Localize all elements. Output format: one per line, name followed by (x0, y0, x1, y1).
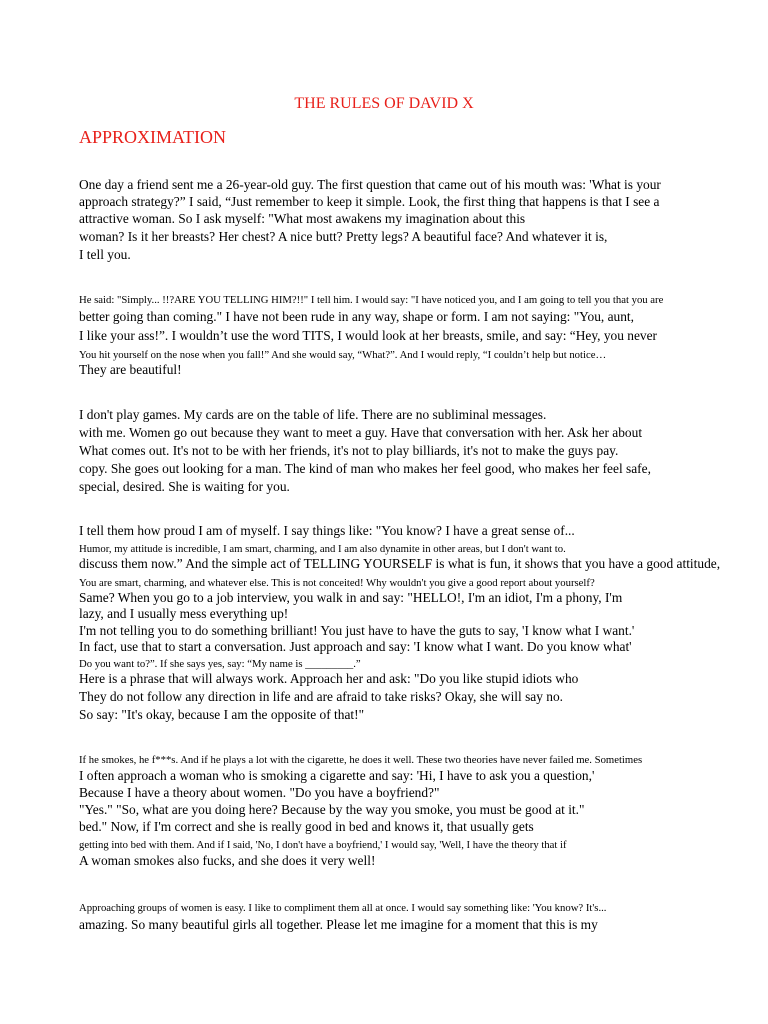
text-line: One day a friend sent me a 26-year-old guy. The first question that came out of his mouth was: 'What is your (79, 177, 661, 192)
text-line: You hit yourself on the nose when you fall!” And she would say, “What?”. And I would reply, “I couldn’t help but notice… (79, 349, 607, 361)
text-line: I tell them how proud I am of myself. I say things like: "You know? I have a great sense of... (79, 523, 575, 538)
text-line: Do you want to?”. If she says yes, say: “My name is _________.” (79, 658, 361, 670)
text-line: getting into bed with them. And if I said, 'No, I don't have a boyfriend,' I would say, 'Well, I have the theory that if (79, 839, 567, 851)
text-line: I tell you. (79, 247, 131, 262)
section-heading: APPROXIMATION (79, 127, 227, 147)
text-line: They do not follow any direction in life and are afraid to take risks? Okay, she will say no. (79, 689, 564, 704)
text-line: Same? When you go to a job interview, you walk in and say: "HELLO!, I'm an idiot, I'm a phony, I'm (79, 590, 623, 605)
text-line: A woman smokes also fucks, and she does it very well! (79, 853, 376, 868)
text-line: woman? Is it her breasts? Her chest? A nice butt? Pretty legs? A beautiful face? And whatever it is, (79, 229, 608, 244)
text-line: You are smart, charming, and whatever else. This is not conceited! Why wouldn't you give a good report about yourself? (79, 577, 595, 589)
text-line: special, desired. She is waiting for you. (79, 479, 290, 494)
text-line: better going than coming." I have not been rude in any way, shape or form. I am not saying: "You, aunt, (79, 309, 634, 324)
text-line: bed." Now, if I'm correct and she is really good in bed and knows it, that usually gets (79, 819, 534, 834)
text-line: What comes out. It's not to be with her friends, it's not to play billiards, it's not to make the guys pay. (79, 443, 619, 458)
text-line: He said: "Simply... !!?ARE YOU TELLING HIM?!!" I tell him. I would say: "I have noticed you, and I am going to tell you that you are (79, 294, 664, 306)
text-line: attractive woman. So I ask myself: "What most awakens my imagination about this (79, 211, 526, 226)
text-line: I often approach a woman who is smoking a cigarette and say: 'Hi, I have to ask you a question,' (79, 768, 595, 783)
text-line: I'm not telling you to do something brilliant! You just have to have the guts to say, 'I know what I want.' (79, 623, 635, 638)
text-line: I don't play games. My cards are on the table of life. There are no subliminal messages. (79, 407, 547, 422)
text-line: "Yes." "So, what are you doing here? Because by the way you smoke, you must be good at it." (79, 802, 585, 817)
text-line: with me. Women go out because they want to meet a guy. Have that conversation with her. Ask her about (79, 425, 643, 440)
text-line: So say: "It's okay, because I am the opposite of that!" (79, 707, 365, 722)
text-line: In fact, use that to start a conversation. Just approach and say: 'I know what I want. Do you know what' (79, 639, 632, 654)
document-title: THE RULES OF DAVID X (294, 95, 474, 112)
text-line: They are beautiful! (79, 362, 182, 377)
text-line: If he smokes, he f***s. And if he plays a lot with the cigarette, he does it well. These two theories have never failed me. Sometimes (79, 754, 643, 766)
text-line: Approaching groups of women is easy. I like to compliment them all at once. I would say something like: 'You know? It's... (79, 902, 607, 914)
text-line: Humor, my attitude is incredible, I am smart, charming, and I am also dynamite in other areas, but I don't want to. (79, 543, 566, 555)
text-line: amazing. So many beautiful girls all together. Please let me imagine for a moment that this is my (79, 917, 598, 932)
text-line: Because I have a theory about women. "Do you have a boyfriend?" (79, 785, 440, 800)
text-line: copy. She goes out looking for a man. The kind of man who makes her feel good, who makes her feel safe, (79, 461, 651, 476)
text-line: I like your ass!”. I wouldn’t use the word TITS, I would look at her breasts, smile, and say: “Hey, you never (79, 328, 658, 343)
text-line: Here is a phrase that will always work. Approach her and ask: "Do you like stupid idiots who (79, 671, 579, 686)
text-line: approach strategy?” I said, “Just remember to keep it simple. Look, the first thing that happens is that I see a (79, 194, 660, 209)
text-line: lazy, and I usually mess everything up! (79, 606, 289, 621)
text-line: discuss them now.” And the simple act of TELLING YOURSELF is what is fun, it shows that you have a good attitude, (79, 556, 721, 571)
